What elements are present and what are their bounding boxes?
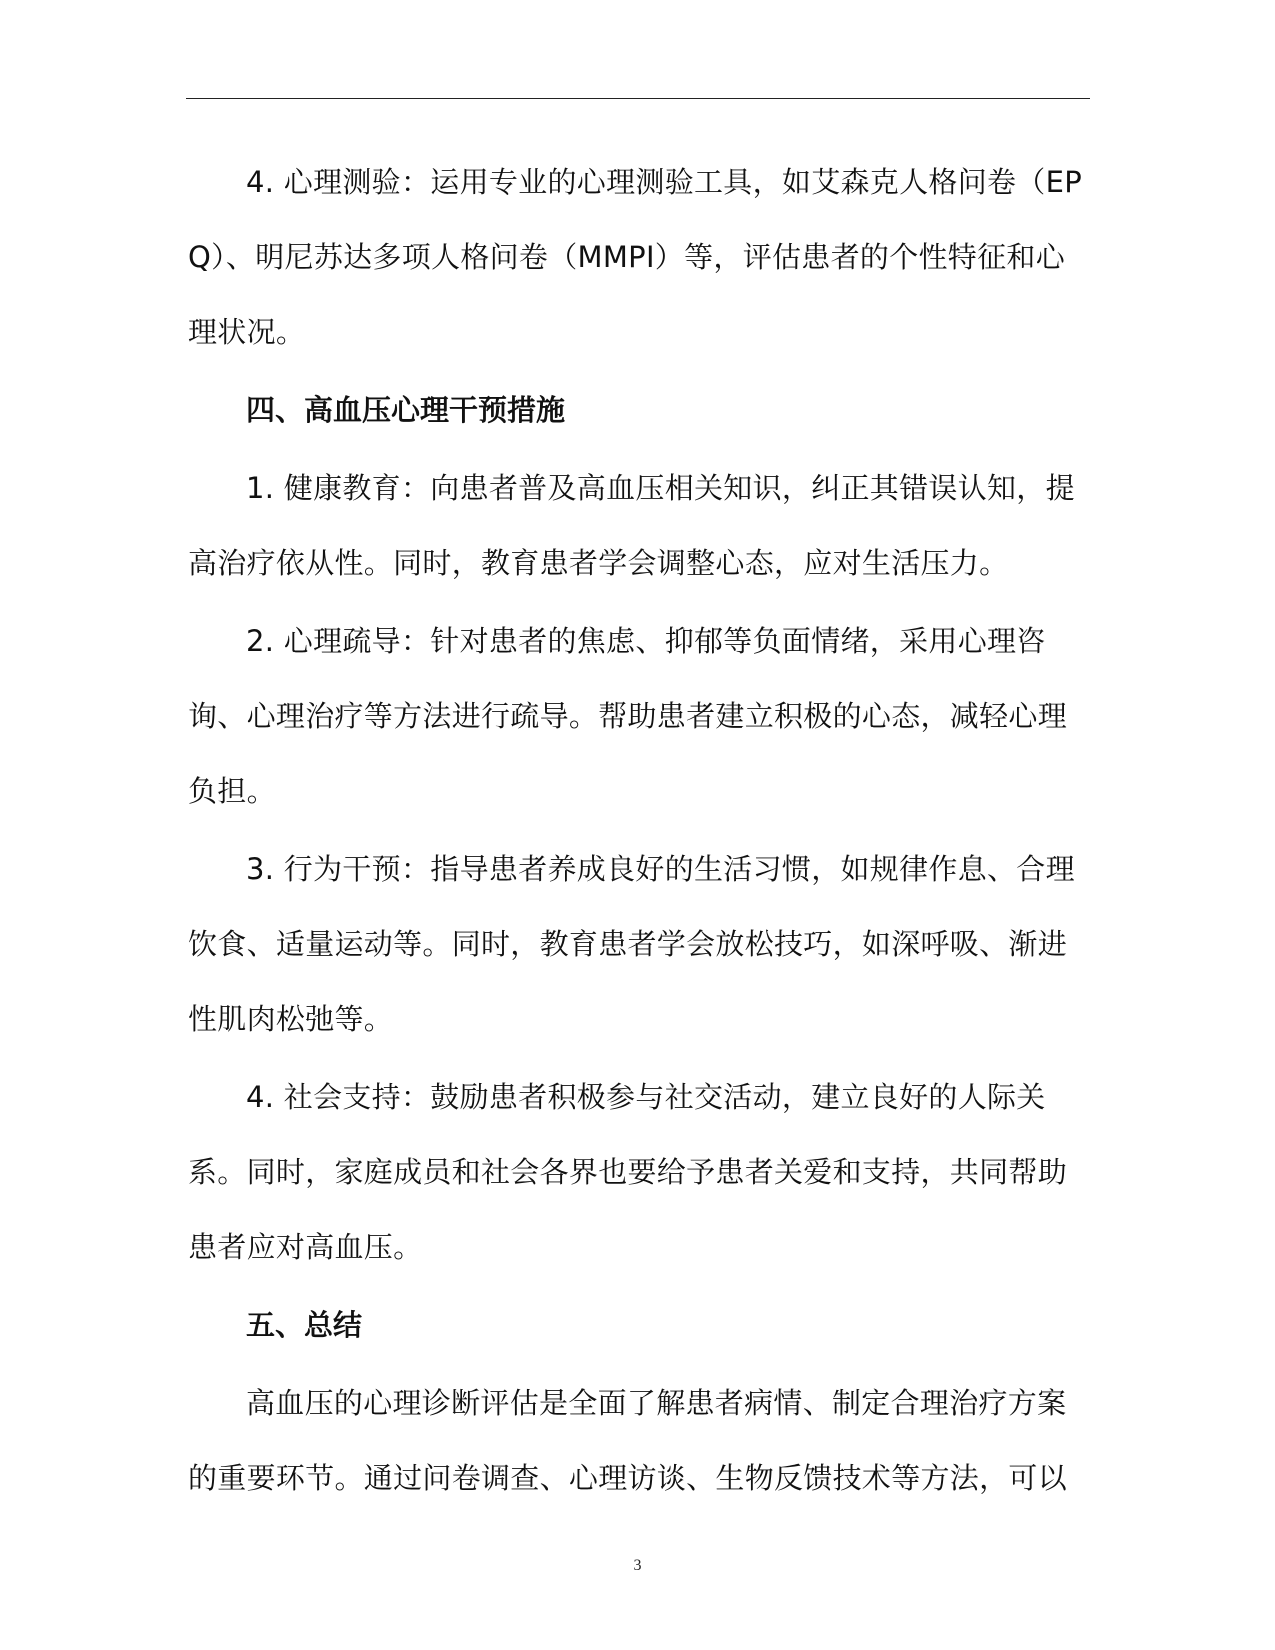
section-heading-intervention: 四、高血压心理干预措施 [246, 393, 566, 427]
paragraph-social-support: 4. 社会支持：鼓励患者积极参与社交活动，建立良好的人际关系。同时，家庭成员和社会各界也要给予患者关爱和支持，共同帮助患者应对高血压。 [188, 1080, 1068, 1264]
paragraph-behavior-intervention: 3. 行为干预：指导患者养成良好的生活习惯，如规律作息、合理饮食、适量运动等。同时，教育患者学会放松技巧，如深呼吸、渐进性肌肉松弛等。 [188, 852, 1075, 1036]
section-heading-summary: 五、总结 [246, 1308, 363, 1342]
paragraph-health-education: 1. 健康教育：向患者普及高血压相关知识，纠正其错误认知，提高治疗依从性。同时，教育患者学会调整心态，应对生活压力。 [188, 471, 1075, 580]
page-number: 3 [633, 1557, 642, 1574]
document-body [188, 145, 1090, 1519]
paragraph-psych-counseling: 2. 心理疏导：针对患者的焦虑、抑郁等负面情绪，采用心理咨询、心理治疗等方法进行疏导。帮助患者建立积极的心态，减轻心理负担。 [188, 624, 1068, 808]
paragraph-psych-test: 4. 心理测验：运用专业的心理测验工具，如艾森克人格问卷（EPQ）、明尼苏达多项人格问卷（MMPI）等，评估患者的个性特征和心理状况。 [188, 165, 1082, 349]
paragraph-summary: 高血压的心理诊断评估是全面了解患者病情、制定合理治疗方案的重要环节。通过问卷调查、心理访谈、生物反馈技术等方法，可以 [188, 1386, 1068, 1495]
header-rule [186, 98, 1090, 99]
